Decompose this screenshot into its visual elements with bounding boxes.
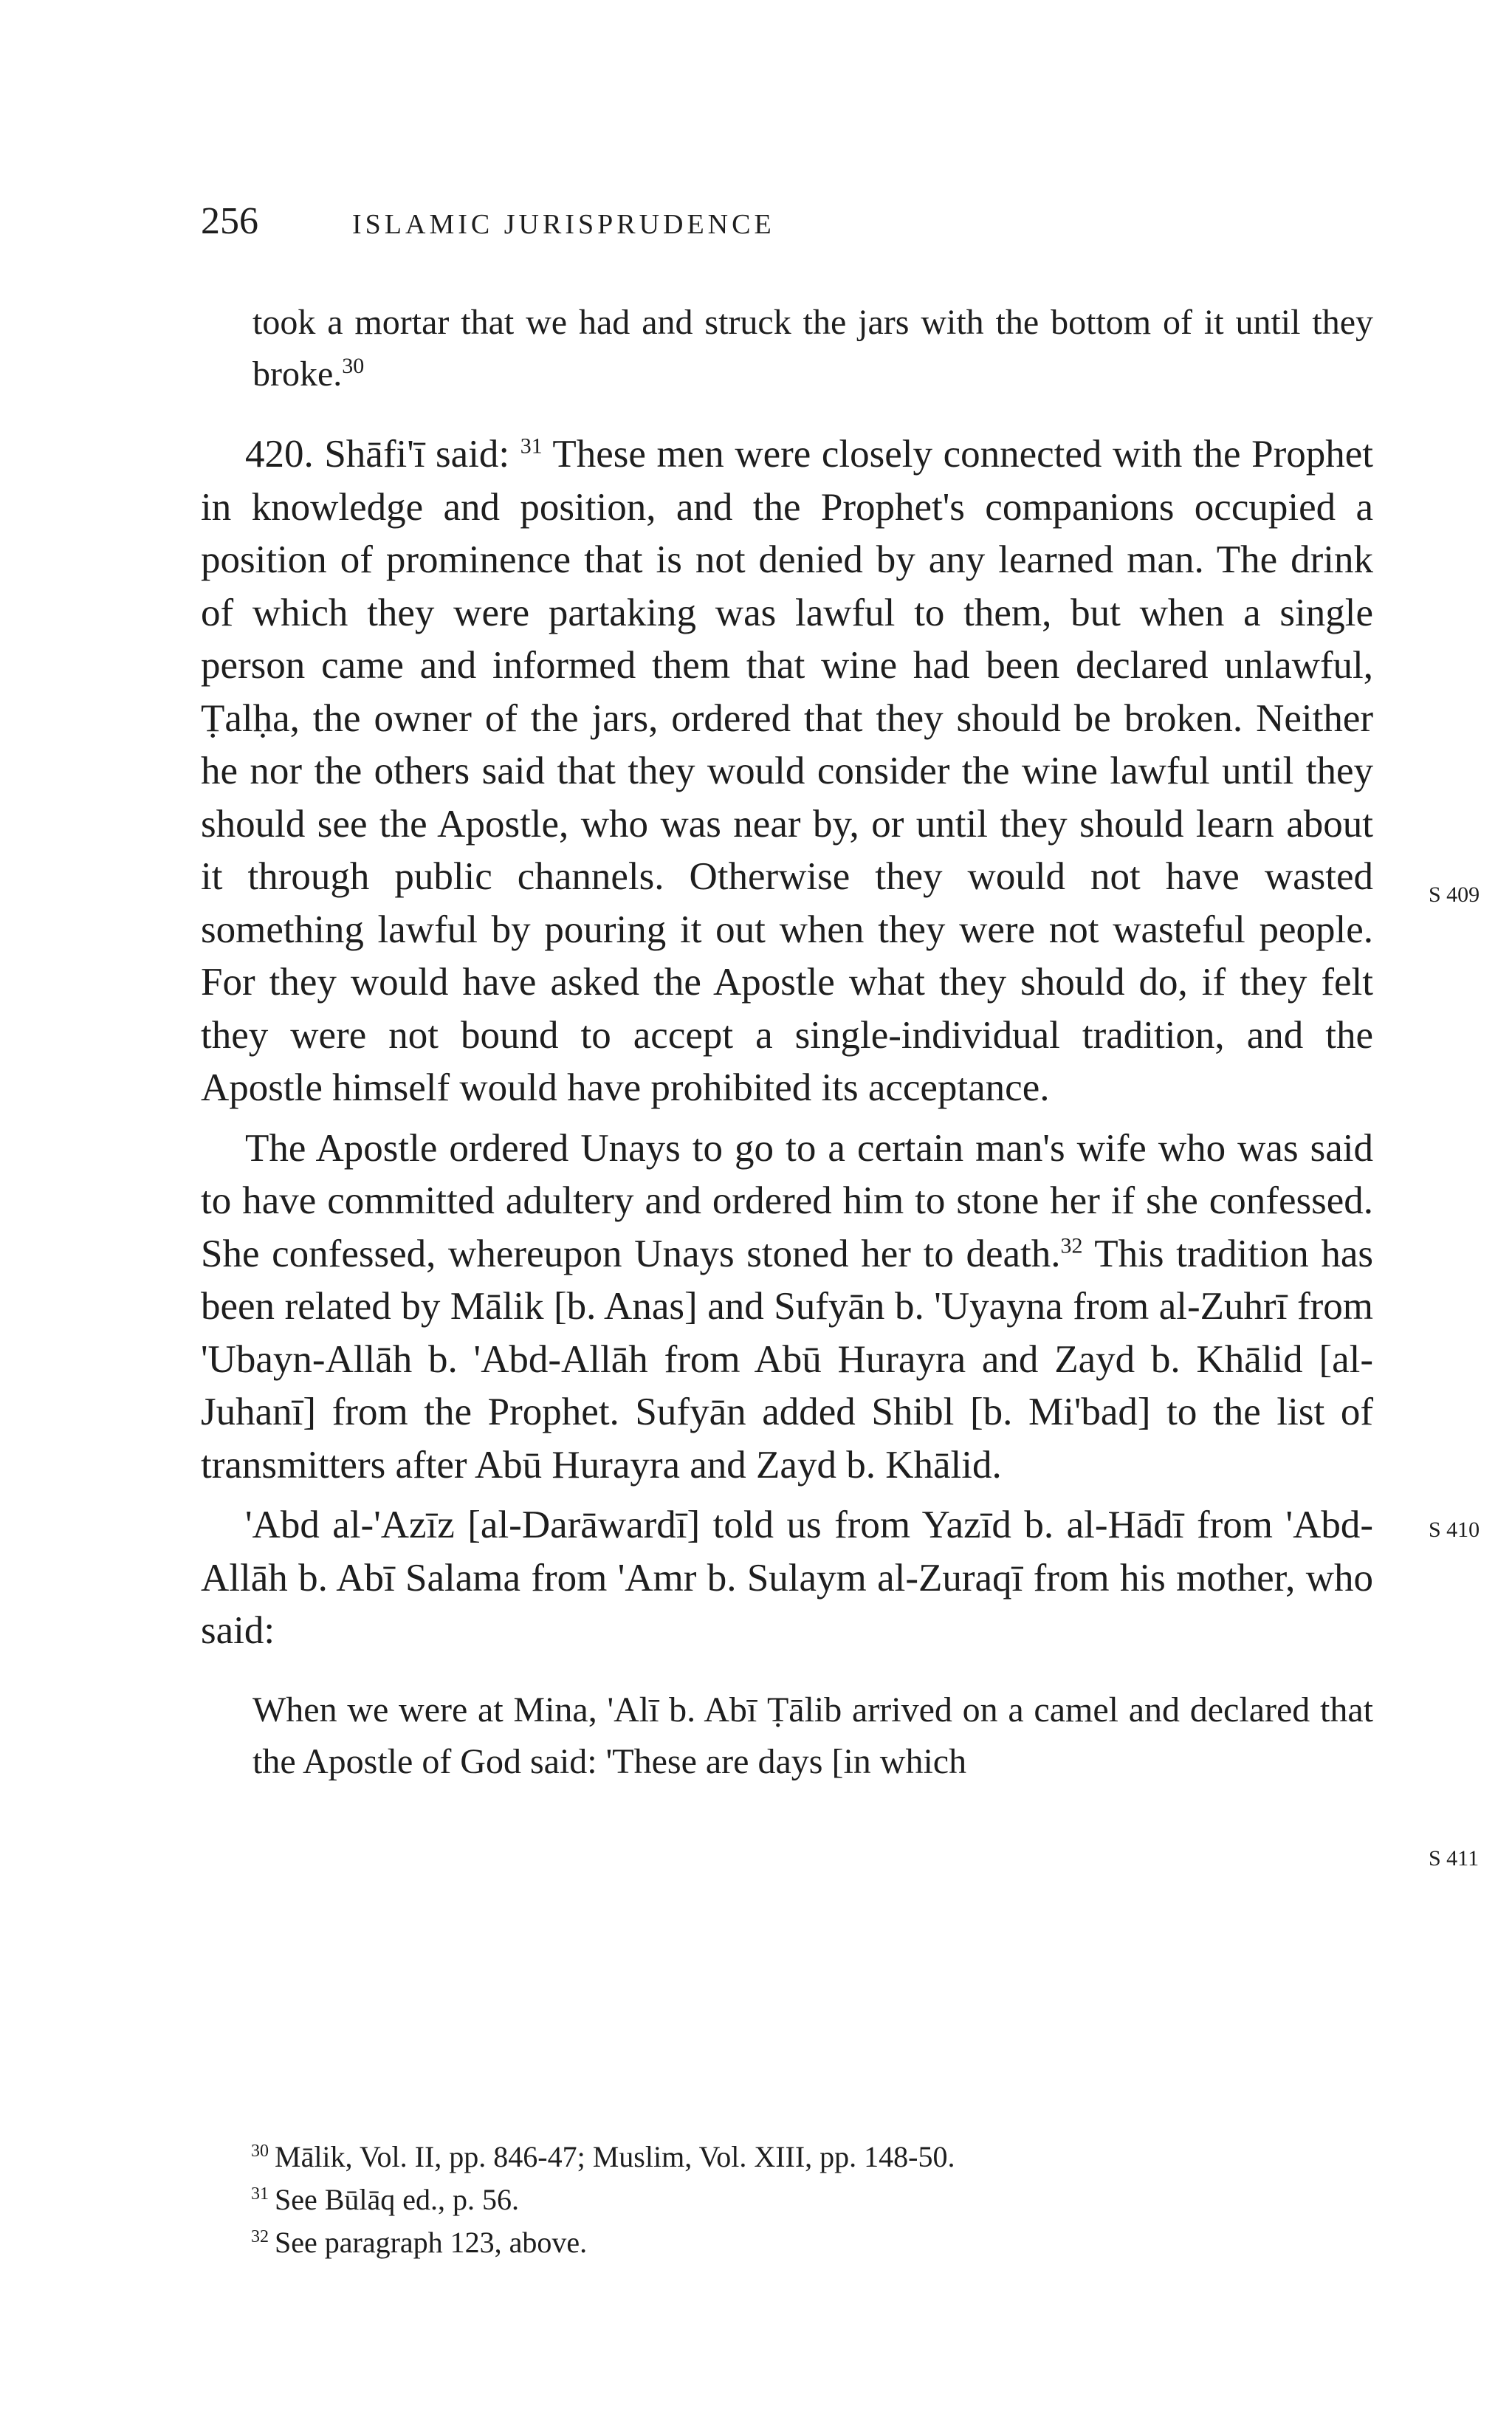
footnote-ref: 30	[342, 354, 365, 378]
paragraph-abd-al-aziz	[201, 1499, 1373, 1658]
footnote	[251, 2221, 1358, 2264]
paragraph-lead: 420. Shāfi'ī said:	[245, 433, 510, 476]
marginal-ref-410: S 410	[1429, 1518, 1480, 1542]
block-quote-bottom	[201, 1684, 1373, 1788]
block-quote-top	[201, 297, 1373, 400]
marginal-ref-409: S 409	[1429, 882, 1480, 907]
body-text	[201, 297, 1373, 1788]
footnote-ref: 32	[1060, 1233, 1083, 1258]
paragraph-text: These men were closely connected with the Prophet in knowledge and position, and the Prophet's companions occupied a position of prominence that is not denied by any learned man. The drink of which they were partaking was lawful to them, but when a single person came and informed them that wine had been declared unlawful, Ṭalḥa, the owner of the jars, ordered that they should be broken. Neither he nor the others said that they would consider the wine lawful until they should see the Apostle, who was near by, or until they should learn about it through public channels. Otherwise they would not have wasted something lawful by pouring it out when they were not wasteful people. For they would have asked the Apostle what they should do, if they felt they were not bound to accept a single-individual tradition, and the Apostle himself would have prohibited its acceptance.	[201, 433, 1374, 1109]
footnote	[251, 2136, 1358, 2178]
footnote-mark: 30	[251, 2141, 269, 2161]
page-header	[201, 199, 1382, 258]
footnote-text: See paragraph 123, above.	[275, 2226, 588, 2259]
paragraph-text-before: The Apostle ordered Unays to go to a certain man's wife who was said to have committed adultery and ordered him to stone her if she confessed. She confessed, whereupon Unays stoned her to death.	[201, 1126, 1373, 1275]
paragraph-text: 'Abd al-'Azīz [al-Darāwardī] told us from Yazīd b. al-Hādī from 'Abd-Allāh b. Abī Salama from 'Amr b. Sulaym al-Zuraqī from his mother, who said:	[201, 1504, 1373, 1652]
quote-text: When we were at Mina, 'Alī b. Abī Ṭālib arrived on a camel and declared that the Apostle of God said: 'These are days [in which	[252, 1690, 1373, 1781]
footnotes	[251, 2136, 1358, 2264]
marginal-ref-411: S 411	[1429, 1846, 1480, 1871]
quote-text: took a mortar that we had and struck the jars with the bottom of it until they broke.	[252, 303, 1373, 394]
page-number: 256	[201, 200, 258, 242]
footnote-text: See Būlāq ed., p. 56.	[275, 2183, 520, 2216]
footnote	[251, 2178, 1358, 2221]
paragraph-text-after: This tradition has been related by Mālik [b. Anas] and Sufyān b. 'Uyayna from al-Zuhrī from 'Ubayn-Allāh b. 'Abd-Allāh from Abū Hurayra and Zayd b. Khālid [al-Juhanī] from the Prophet. Sufyān added Shibl [b. Mi'bad] to the list of transmitters after Abū Hurayra and Zayd b. Khālid.	[201, 1232, 1373, 1487]
footnote-text: Mālik, Vol. II, pp. 846-47; Muslim, Vol. XIII, pp. 148-50.	[275, 2140, 955, 2173]
footnote-mark: 31	[251, 2184, 269, 2204]
footnote-mark: 32	[251, 2226, 269, 2246]
paragraph-unays	[201, 1122, 1373, 1492]
footnote-ref: 31	[520, 433, 543, 459]
paragraph-420	[201, 428, 1373, 1115]
running-head: ISLAMIC JURISPRUDENCE	[352, 209, 775, 240]
